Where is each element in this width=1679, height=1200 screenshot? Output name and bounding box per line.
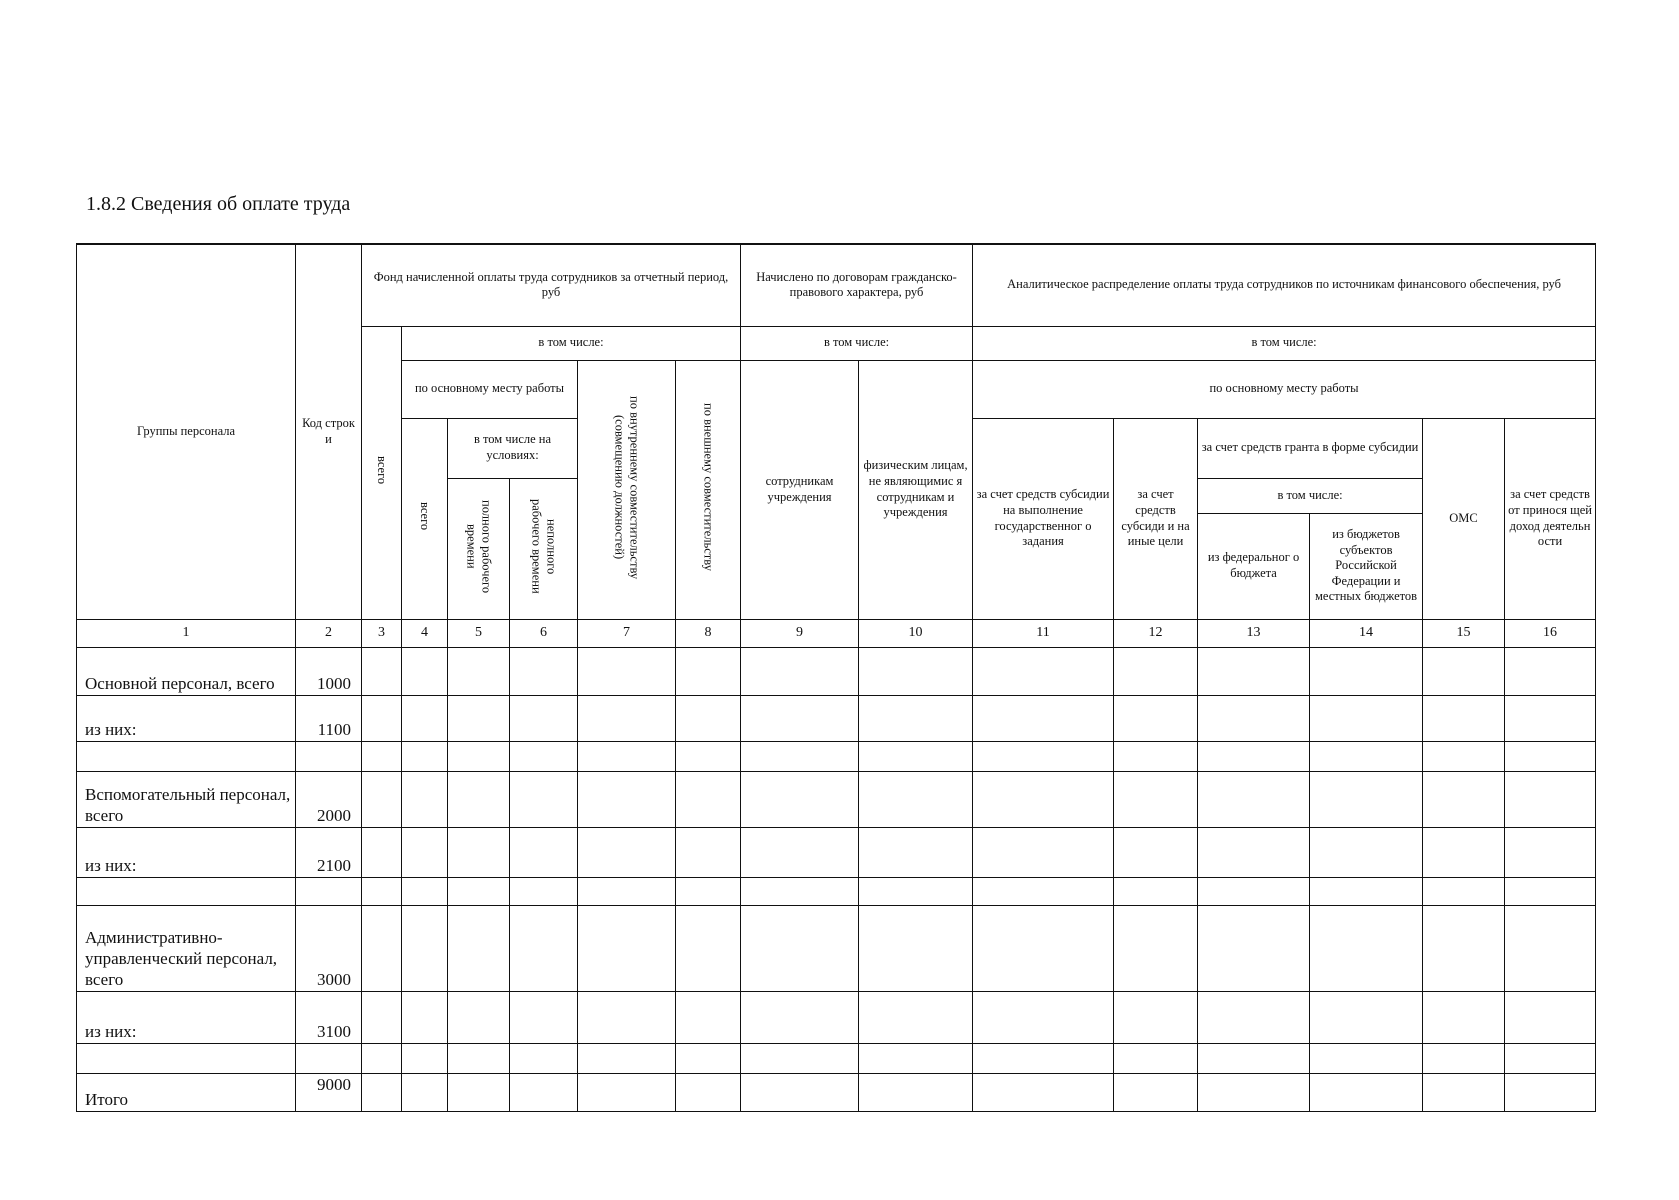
header-payroll-fund: Фонд начисленной оплаты труда сотрудников за отчетный период, руб [362,244,741,326]
cell [402,771,448,827]
cell [510,647,578,695]
cell [1423,647,1505,695]
table-row [77,877,1596,905]
cell [1423,1073,1505,1111]
header-to-individuals: физическим лицам, не являющимис я сотрудникам и учреждения [859,360,973,619]
header-including-analytic: в том числе: [973,326,1596,360]
cell [578,647,676,695]
header-income-activity: за счет средств от принося щей доход деятельн ости [1505,418,1596,619]
cell [859,905,973,991]
col-num-2: 2 [296,619,362,647]
cell [859,741,973,771]
cell [1198,741,1310,771]
cell [1505,771,1596,827]
row-code: 1100 [296,695,362,741]
row-code: 1000 [296,647,362,695]
cell [578,991,676,1043]
cell [362,991,402,1043]
row-label: из них: [77,827,296,877]
cell [578,877,676,905]
cell [362,771,402,827]
cell [676,1043,741,1073]
cell [676,1073,741,1111]
table-row [77,695,1596,741]
cell [741,741,859,771]
row-code: 2000 [296,771,362,827]
cell [578,695,676,741]
row-label: из них: [77,695,296,741]
cell [402,877,448,905]
cell [1505,647,1596,695]
cell [859,827,973,877]
cell [510,991,578,1043]
cell [676,741,741,771]
cell [402,647,448,695]
cell [1198,827,1310,877]
table-row [77,647,1596,695]
row-code: 2100 [296,827,362,877]
cell [448,1043,510,1073]
header-including-grant: в том числе: [1198,478,1423,513]
row-label: из них: [77,991,296,1043]
cell [448,1073,510,1111]
cell [1423,991,1505,1043]
header-full-time: полного рабочего времени [448,478,510,619]
row-label: Основной персонал, всего [77,647,296,695]
cell [1423,827,1505,877]
cell [362,905,402,991]
header-main-workplace: по основному месту работы [402,360,578,418]
cell [1310,905,1423,991]
cell [741,1073,859,1111]
cell [1423,771,1505,827]
cell [1310,771,1423,827]
col-num-15: 15 [1423,619,1505,647]
cell [578,827,676,877]
cell [859,647,973,695]
cell [1310,1073,1423,1111]
cell [1423,741,1505,771]
header-including-conditions: в том числе на условиях: [448,418,578,478]
cell [402,1043,448,1073]
cell [578,741,676,771]
cell [859,877,973,905]
cell [510,695,578,741]
cell [676,905,741,991]
cell [448,827,510,877]
row-code [296,877,362,905]
cell [1114,1073,1198,1111]
cell [676,877,741,905]
col-num-10: 10 [859,619,973,647]
cell [362,647,402,695]
cell [1310,647,1423,695]
header-including-fund: в том числе: [402,326,741,360]
cell [1423,695,1505,741]
cell [402,905,448,991]
cell [741,695,859,741]
col-num-11: 11 [973,619,1114,647]
cell [510,741,578,771]
cell [1114,827,1198,877]
header-external-combination: по внешнему совместительству [676,360,741,619]
cell [578,905,676,991]
cell [973,741,1114,771]
col-num-1: 1 [77,619,296,647]
row-label [77,877,296,905]
col-num-8: 8 [676,619,741,647]
col-num-4: 4 [402,619,448,647]
cell [510,771,578,827]
cell [1114,741,1198,771]
cell [1505,827,1596,877]
cell [973,1073,1114,1111]
cell [510,905,578,991]
cell [1310,827,1423,877]
cell [402,1073,448,1111]
row-code [296,1043,362,1073]
col-num-14: 14 [1310,619,1423,647]
cell [448,741,510,771]
cell [859,695,973,741]
cell [859,771,973,827]
header-personnel-groups: Группы персонала [77,244,296,619]
cell [1310,1043,1423,1073]
cell [402,741,448,771]
cell [973,991,1114,1043]
cell [676,771,741,827]
cell [510,1073,578,1111]
header-regional-budgets: из бюджетов субъектов Российской Федерации и местных бюджетов [1310,513,1423,619]
cell [1310,695,1423,741]
cell [859,1043,973,1073]
cell [1505,905,1596,991]
cell [973,905,1114,991]
cell [448,695,510,741]
cell [448,647,510,695]
header-civil-contracts: Начислено по договорам гражданско-правового характера, руб [741,244,973,326]
cell [578,1043,676,1073]
cell [448,877,510,905]
cell [402,827,448,877]
cell [510,1043,578,1073]
cell [741,877,859,905]
cell [741,905,859,991]
document-title: 1.8.2 Сведения об оплате труда [86,193,351,215]
cell [676,695,741,741]
cell [1505,991,1596,1043]
cell [1198,695,1310,741]
cell [362,827,402,877]
cell [578,771,676,827]
cell [362,695,402,741]
col-num-9: 9 [741,619,859,647]
cell [859,1073,973,1111]
row-code [296,741,362,771]
table-row [77,1073,1596,1111]
cell [1198,1073,1310,1111]
cell [362,1043,402,1073]
table-row [77,991,1596,1043]
col-num-12: 12 [1114,619,1198,647]
cell [1423,877,1505,905]
col-num-7: 7 [578,619,676,647]
cell [741,647,859,695]
table-row [77,771,1596,827]
cell [448,905,510,991]
cell [402,695,448,741]
payroll-table [76,243,1596,1112]
header-analytic-distribution: Аналитическое распределение оплаты труда сотрудников по источникам финансового обеспечения, руб [973,244,1596,326]
cell [973,647,1114,695]
cell [1114,877,1198,905]
cell [1310,741,1423,771]
column-numbers-row [77,619,1596,647]
cell [973,877,1114,905]
cell [1310,991,1423,1043]
table-row [77,827,1596,877]
table-row [77,905,1596,991]
cell [1505,741,1596,771]
cell [1310,877,1423,905]
cell [676,827,741,877]
cell [1114,771,1198,827]
cell [1198,771,1310,827]
col-num-6: 6 [510,619,578,647]
cell [448,771,510,827]
cell [741,771,859,827]
header-grant-subsidy: за счет средств гранта в форме субсидии [1198,418,1423,478]
cell [362,741,402,771]
cell [1114,905,1198,991]
row-label [77,1043,296,1073]
cell [1505,877,1596,905]
header-main-workplace-analytic: по основному месту работы [973,360,1596,418]
row-code: 3000 [296,905,362,991]
header-internal-combination: по внутреннему совместительству (совмещению должностей) [578,360,676,619]
cell [1423,1043,1505,1073]
cell [448,991,510,1043]
cell [859,991,973,1043]
cell [1198,877,1310,905]
row-code: 3100 [296,991,362,1043]
cell [1114,647,1198,695]
cell [973,1043,1114,1073]
cell [1505,1043,1596,1073]
cell [973,695,1114,741]
cell [741,827,859,877]
cell [1423,905,1505,991]
cell [402,991,448,1043]
cell [741,1043,859,1073]
header-to-employees: сотрудникам учреждения [741,360,859,619]
cell [973,771,1114,827]
cell [1505,1073,1596,1111]
table-row [77,741,1596,771]
cell [1198,647,1310,695]
row-code: 9000 [296,1073,362,1111]
cell [1198,991,1310,1043]
header-including-contracts: в том числе: [741,326,973,360]
header-subsidy-state-task: за счет средств субсидии на выполнение государственног о задания [973,418,1114,619]
cell [1198,905,1310,991]
cell [510,827,578,877]
header-oms: ОМС [1423,418,1505,619]
col-num-16: 16 [1505,619,1596,647]
cell [578,1073,676,1111]
cell [1114,695,1198,741]
cell [676,991,741,1043]
cell [973,827,1114,877]
header-subsidy-other: за счет средств субсиди и на иные цели [1114,418,1198,619]
col-num-5: 5 [448,619,510,647]
header-row-code: Код строк и [296,244,362,619]
row-label: Вспомогательный персонал, всего [77,771,296,827]
cell [362,877,402,905]
col-num-3: 3 [362,619,402,647]
table-row [77,1043,1596,1073]
header-federal-budget: из федеральног о бюджета [1198,513,1310,619]
header-total-main: всего [402,418,448,619]
cell [1505,695,1596,741]
cell [741,991,859,1043]
row-label: Административно-управленческий персонал, всего [77,905,296,991]
cell [362,1073,402,1111]
header-total: всего [362,326,402,619]
cell [1114,1043,1198,1073]
cell [676,647,741,695]
cell [1114,991,1198,1043]
cell [510,877,578,905]
header-part-time: неполного рабочего времени [510,478,578,619]
row-label: Итого [77,1073,296,1111]
cell [1198,1043,1310,1073]
col-num-13: 13 [1198,619,1310,647]
row-label [77,741,296,771]
